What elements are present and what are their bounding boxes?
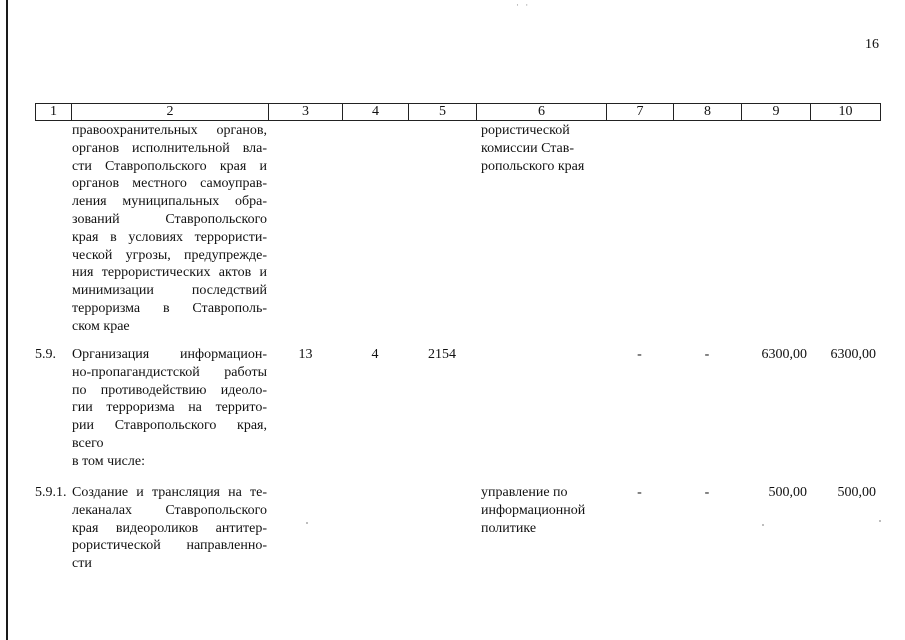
description-line: ском крае <box>72 318 130 334</box>
column-header-row <box>36 104 881 121</box>
description-line: ческой угрозы, предупрежде- <box>72 247 267 263</box>
executor-line: комиссии Став- <box>481 140 575 156</box>
page-left-edge <box>6 0 8 640</box>
row-5-9-1-col7: - <box>637 485 642 500</box>
executor-line: политике <box>481 520 537 536</box>
description-line: в том числе: <box>72 453 145 469</box>
description-line: Создание и трансляция на те- <box>72 485 267 500</box>
column-header-4: 4 <box>343 104 409 121</box>
scan-speck <box>762 524 764 526</box>
description-line: минимизации последствий <box>72 283 267 299</box>
row-5-9-col5: 2154 <box>428 347 456 362</box>
executor-line: информационной <box>481 502 586 518</box>
description-line: рористической направленно- <box>72 538 267 554</box>
description-line: но-пропагандистской работы <box>72 364 267 380</box>
row-5-9-col7: - <box>637 347 642 362</box>
continuation-executor <box>481 122 606 175</box>
row-5-9-1-executor <box>481 484 606 537</box>
scan-speck <box>306 522 308 524</box>
description-line: леканалах Ставропольского <box>72 502 267 518</box>
column-header-table <box>35 103 881 121</box>
row-5-9-1-description <box>72 484 267 573</box>
row-5-9-1-number: 5.9.1. <box>35 485 67 500</box>
row-5-9-col9: 6300,00 <box>761 347 807 362</box>
description-line: терроризма в Ставрополь- <box>72 300 267 316</box>
description-line: ления муниципальных обра- <box>72 194 267 210</box>
description-line: сти <box>72 556 92 572</box>
column-header-2: 2 <box>72 104 269 121</box>
description-line: правоохранительных органов, <box>72 123 267 138</box>
row-5-9-col4: 4 <box>371 347 379 362</box>
column-header-5: 5 <box>409 104 477 121</box>
row-5-9-1-col10: 500,00 <box>837 485 876 500</box>
row-5-9-description <box>72 346 267 471</box>
description-line: органов исполнительной вла- <box>72 140 267 156</box>
description-line: края видеороликов антитер- <box>72 520 267 536</box>
executor-line: управление по <box>481 485 568 500</box>
column-header-8: 8 <box>674 104 742 121</box>
description-line: сти Ставропольского края и <box>72 158 267 174</box>
executor-line: ропольского края <box>481 158 585 174</box>
page-number: 16 <box>865 37 879 52</box>
column-header-6: 6 <box>477 104 607 121</box>
description-line: рии Ставропольского края, <box>72 418 267 434</box>
column-header-7: 7 <box>607 104 674 121</box>
executor-line: рористической <box>481 123 570 138</box>
description-line: Организация информацион- <box>72 347 267 362</box>
row-5-9-1-col8: - <box>704 485 710 500</box>
column-header-9: 9 <box>742 104 811 121</box>
description-line: гии терроризма на террито- <box>72 400 267 416</box>
scan-speck <box>879 520 881 522</box>
description-line: по противодействию идеоло- <box>72 382 267 398</box>
column-header-10: 10 <box>811 104 881 121</box>
description-line: органов местного самоуправ- <box>72 176 267 192</box>
row-5-9-col10: 6300,00 <box>830 347 876 362</box>
row-5-9-col8: - <box>704 347 710 362</box>
column-header-3: 3 <box>269 104 343 121</box>
description-line: всего <box>72 435 104 451</box>
top-marks: · · <box>516 0 531 10</box>
description-line: ния террористических актов и <box>72 265 267 281</box>
row-5-9-number: 5.9. <box>35 347 56 362</box>
description-line: зований Ставропольского <box>72 211 267 227</box>
column-header-1: 1 <box>36 104 72 121</box>
description-line: края в условиях террористи- <box>72 229 267 245</box>
row-5-9-col3: 13 <box>298 347 313 362</box>
row-5-9-1-col9: 500,00 <box>768 485 807 500</box>
continuation-description <box>72 122 267 336</box>
